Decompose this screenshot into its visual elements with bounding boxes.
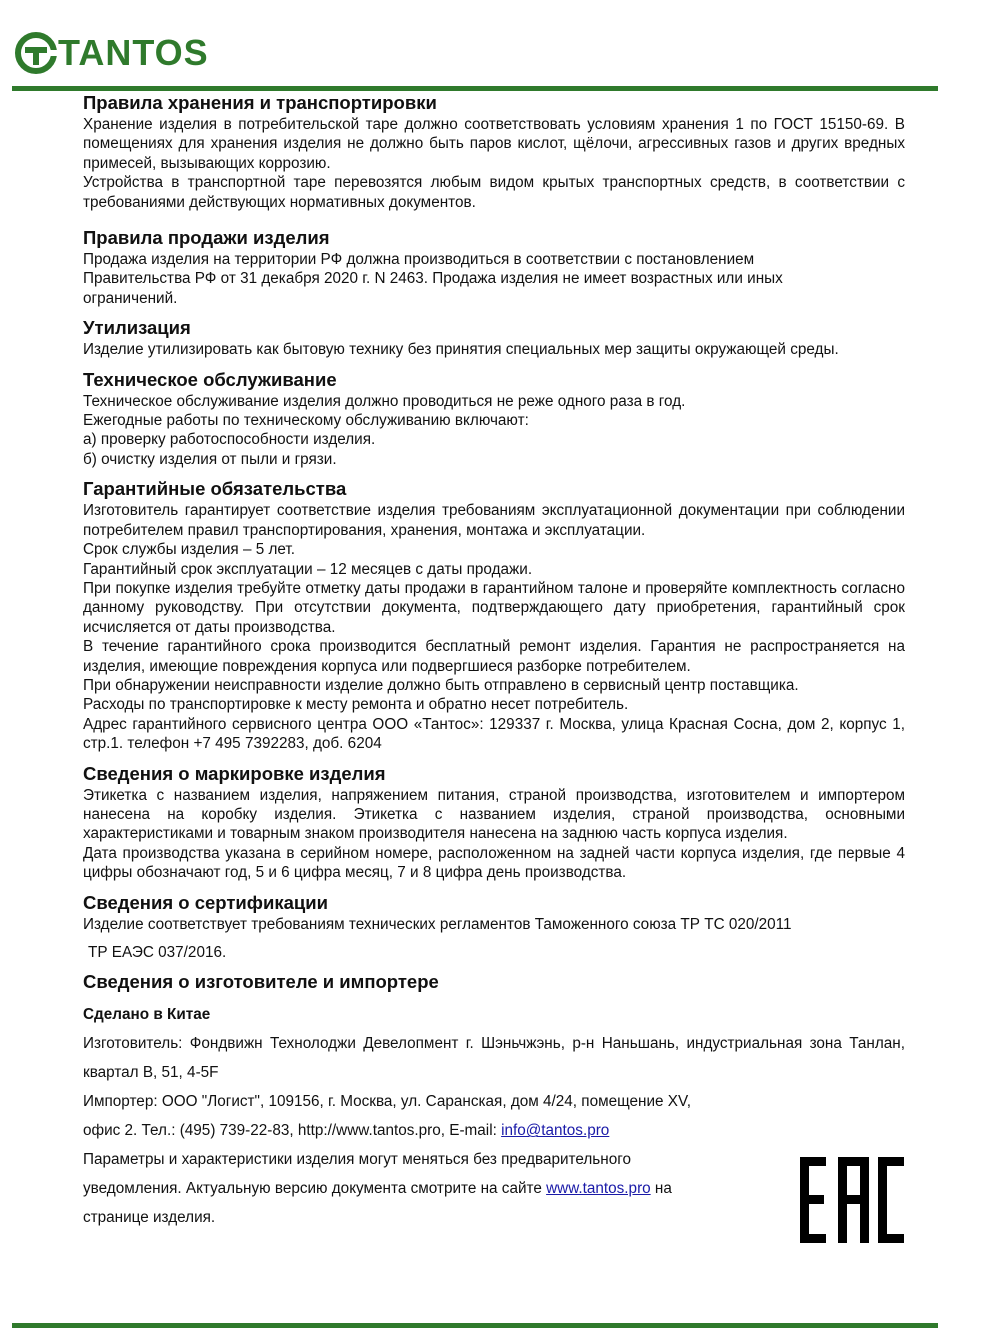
list-item: б) очистку изделия от пыли и грязи. [83, 450, 337, 468]
paragraph: В течение гарантийного срока производится бесплатный ремонт изделия. Гарантия не распространяется на изделия, имеющие повреждения корпуса или подвергшиеся разборке потребителем. [83, 638, 905, 675]
section-warranty [83, 477, 905, 753]
paragraph: Устройства в транспортной таре перевозятся любым видом крытых транспортных средств, в соответствии с требованиями действующих нормативных документов. [83, 174, 905, 211]
section-title: Гарантийные обязательства [83, 478, 347, 500]
section-title: Правила продажи изделия [83, 227, 330, 249]
paragraph: Изготовитель гарантирует соответствие изделия требованиям эксплуатационной документации при соблюдении потребителем правил транспортирования, хранения, монтажа и эксплуатации. [83, 502, 905, 539]
section-title: Правила хранения и транспортировки [83, 92, 437, 113]
section-certification [83, 891, 905, 963]
notice-text: уведомления. Актуальную версию документа смотрите на сайте [83, 1180, 547, 1198]
paragraph: Дата производства указана в серийном номере, расположенном на задней части корпуса изделия, где первые 4 цифры обозначают год, 5 и 6 цифра месяц, 7 и 8 цифра день производства. [83, 844, 905, 882]
notice-line-site [83, 1174, 905, 1203]
eac-mark-icon [800, 1157, 904, 1243]
section-service [83, 368, 905, 470]
notice-text-end: на [650, 1180, 672, 1198]
paragraph: Техническое обслуживание изделия должно проводиться не реже одного раза в год. [83, 392, 686, 410]
section-storage [83, 91, 905, 212]
manufacturer-info: Изготовитель: Фондвижн Технолоджи Девелопмент г. Шэньчжэнь, р-н Наньшань, индустриальная зона Танлан, квартал B, 51, 4-5F [83, 1035, 905, 1082]
section-title: Утилизация [83, 317, 191, 339]
paragraph: ТР ЕАЭС 037/2016. [88, 944, 227, 961]
paragraph: Изделие утилизировать как бытовую технику без принятия специальных мер защиты окружающей среды. [83, 341, 839, 359]
paragraph: Гарантийный срок эксплуатации – 12 месяцев с даты продажи. [83, 560, 533, 578]
document-body [83, 91, 905, 1232]
section-marking [83, 762, 905, 883]
paragraph: Ежегодные работы по техническому обслуживанию включают: [83, 412, 529, 430]
bottom-divider [12, 1323, 938, 1328]
paragraph: Хранение изделия в потребительской таре должно соответствовать условиям хранения 1 по ГОСТ 15150-69. В помещениях для хранения изделия не должно быть паров кислот, щёлочи, агрессивных газов и других вредных примесей, вызывающих коррозию. [83, 116, 905, 172]
website-link[interactable]: www.tantos.pro [546, 1180, 651, 1198]
paragraph: Расходы по транспортировке к месту ремонта и обратно несет потребитель. [83, 696, 629, 714]
paragraph: Продажа изделия на территории РФ должна производиться в соответствии с постановлением Правительства РФ от 31 декабря 2020 г. N 2463. Продажа изделия не имеет возрастных или иных ограничений. [83, 251, 783, 307]
section-title: Сведения о маркировке изделия [83, 762, 386, 784]
list-item: а) проверку работоспособности изделия. [83, 431, 376, 449]
paragraph: При покупке изделия требуйте отметку даты продажи в гарантийном талоне и проверяйте комплектность согласно данному руководству. При отсутствии документа, подтверждающего дату приобретения, гарантийный срок исчисляется от даты производства. [83, 579, 905, 636]
section-title: Сведения о сертификации [83, 891, 329, 913]
paragraph: Срок службы изделия – 5 лет. [83, 541, 295, 559]
paragraph: Изделие соответствует требованиям технических регламентов Таможенного союза ТР ТС 020/2011 [83, 915, 792, 933]
section-title: Техническое обслуживание [83, 368, 337, 390]
email-link[interactable]: info@tantos.pro [501, 1122, 610, 1140]
importer-line: Импортер: ООО "Логист", 109156, г. Москва, ул. Саранская, дом 4/24, помещение XV, [83, 1093, 692, 1111]
section-disposal [83, 316, 905, 359]
notice-line: Параметры и характеристики изделия могут меняться без предварительного [83, 1151, 631, 1169]
brand-name: TANTOS [58, 32, 209, 73]
paragraph: Этикетка с названием изделия, напряжением питания, страной производства, изготовителем и импортером нанесена на коробку изделия. Этикетка с названием изделия, страной производства, основными характеристиками и товарным знаком производителя нанесена на заднюю часть корпуса изделия. [83, 786, 905, 843]
country-of-origin: Сделано в Китае [83, 1006, 211, 1024]
notice-line-end: странице изделия. [83, 1209, 216, 1227]
paragraph: При обнаружении неисправности изделие должно быть отправлено в сервисный центр поставщика. [83, 676, 799, 694]
importer-contacts [83, 1116, 905, 1145]
importer-contacts-text: офис 2. Тел.: (495) 739-22-83, http://www.tantos.pro, E-mail: [83, 1122, 502, 1140]
section-sale [83, 226, 905, 308]
section-manufacturer [83, 970, 905, 1232]
tantos-logo-icon [12, 28, 64, 78]
header [12, 28, 412, 78]
paragraph: Адрес гарантийного сервисного центра ООО «Тантос»: 129337 г. Москва, улица Красная Сосна, дом 2, корпус 1, стр.1. телефон +7 495 7392283, доб. 6204 [83, 715, 905, 753]
section-title: Сведения о изготовителе и импортере [83, 971, 439, 993]
